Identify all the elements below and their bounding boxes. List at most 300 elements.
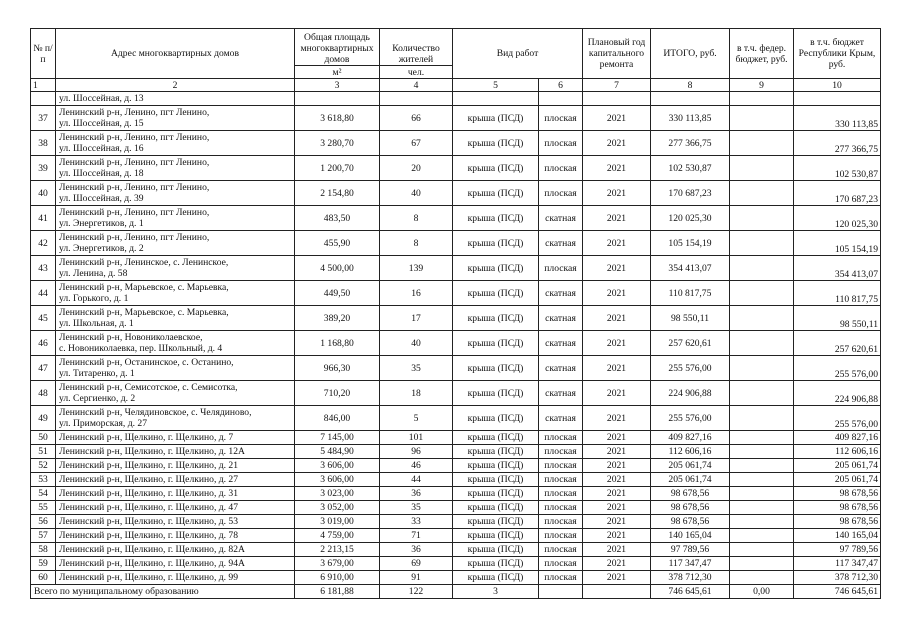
row-work-type: крыша (ПСД) (453, 515, 539, 529)
row-federal (730, 501, 794, 515)
row-number: 39 (31, 156, 56, 181)
table-row (31, 181, 881, 206)
row-total: 140 165,04 (651, 529, 730, 543)
row-residents: 36 (380, 487, 453, 501)
row-total: 330 113,85 (651, 106, 730, 131)
row-year: 2021 (583, 571, 651, 585)
row-crimea: 117 347,47 (794, 557, 881, 571)
row-address-line1: Ленинский р-н, Ленино, пгт Ленино, (59, 232, 210, 243)
row-roof-type: плоская (539, 431, 583, 445)
row-area: 3 280,70 (295, 131, 380, 156)
row-area: 483,50 (295, 206, 380, 231)
capital-repair-table (30, 28, 881, 599)
table-row (31, 256, 881, 281)
row-total: 98 550,11 (651, 306, 730, 331)
row-federal (730, 231, 794, 256)
row-residents: 40 (380, 181, 453, 206)
row-residents: 33 (380, 515, 453, 529)
row-total: 255 576,00 (651, 406, 730, 431)
row-roof-type: плоская (539, 543, 583, 557)
row-address-line2: ул. Приморская, д. 27 (59, 418, 147, 429)
row-work-type: крыша (ПСД) (453, 543, 539, 557)
row-area: 3 019,00 (295, 515, 380, 529)
row-federal (730, 473, 794, 487)
carry-over-address: ул. Шоссейная, д. 13 (56, 92, 295, 106)
table-row (31, 473, 881, 487)
row-area: 5 484,90 (295, 445, 380, 459)
row-address (56, 106, 295, 131)
row-crimea: 102 530,87 (794, 156, 881, 181)
row-number: 42 (31, 231, 56, 256)
row-year: 2021 (583, 381, 651, 406)
header-federal-budget: в т.ч. федер. бюджет, руб. (730, 29, 794, 79)
row-address (56, 331, 295, 356)
row-crimea: 205 061,74 (794, 459, 881, 473)
row-work-type: крыша (ПСД) (453, 445, 539, 459)
row-year: 2021 (583, 557, 651, 571)
row-crimea: 112 606,16 (794, 445, 881, 459)
row-address-line2: ул. Энергетиков, д. 2 (59, 243, 144, 254)
header-row (31, 29, 881, 66)
row-area: 966,30 (295, 356, 380, 381)
col-number-6: 6 (539, 79, 583, 92)
row-crimea: 98 678,56 (794, 501, 881, 515)
row-total: 98 678,56 (651, 487, 730, 501)
row-residents: 69 (380, 557, 453, 571)
row-residents: 17 (380, 306, 453, 331)
row-roof-type: плоская (539, 515, 583, 529)
row-crimea: 98 678,56 (794, 515, 881, 529)
row-address-line1: Ленинский р-н, Марьевское, с. Марьевка, (59, 307, 229, 318)
row-total: 112 606,16 (651, 445, 730, 459)
row-residents: 101 (380, 431, 453, 445)
table-row (31, 331, 881, 356)
row-federal (730, 445, 794, 459)
row-address-line2: ул. Ленина, д. 58 (59, 268, 128, 279)
row-year: 2021 (583, 445, 651, 459)
row-crimea: 98 550,11 (794, 306, 881, 331)
row-residents: 46 (380, 459, 453, 473)
row-crimea: 255 576,00 (794, 406, 881, 431)
row-total: 205 061,74 (651, 459, 730, 473)
row-work-type: крыша (ПСД) (453, 156, 539, 181)
row-year: 2021 (583, 487, 651, 501)
total-works-count: 3 (453, 585, 539, 599)
row-number: 38 (31, 131, 56, 156)
row-address-line1: Ленинский р-н, Ленино, пгт Ленино, (59, 182, 210, 193)
row-total: 98 678,56 (651, 501, 730, 515)
total-empty-year (583, 585, 651, 599)
row-residents: 66 (380, 106, 453, 131)
row-number: 46 (31, 331, 56, 356)
total-crimea: 746 645,61 (794, 585, 881, 599)
row-work-type: крыша (ПСД) (453, 106, 539, 131)
row-work-type: крыша (ПСД) (453, 459, 539, 473)
row-address (56, 406, 295, 431)
row-area: 3 023,00 (295, 487, 380, 501)
row-roof-type: плоская (539, 106, 583, 131)
row-total: 105 154,19 (651, 231, 730, 256)
row-roof-type: плоская (539, 445, 583, 459)
row-year: 2021 (583, 156, 651, 181)
row-work-type: крыша (ПСД) (453, 406, 539, 431)
row-year: 2021 (583, 181, 651, 206)
row-year: 2021 (583, 515, 651, 529)
total-row (31, 585, 881, 599)
row-roof-type: скатная (539, 356, 583, 381)
row-address-line2: ул. Титаренко, д. 1 (59, 368, 135, 379)
row-total: 102 530,87 (651, 156, 730, 181)
header-crimea-budget: в т.ч. бюджет Республики Крым, руб. (794, 29, 881, 79)
row-address: Ленинский р-н, Щелкино, г. Щелкино, д. 12А (56, 445, 295, 459)
table-row (31, 356, 881, 381)
table-row (31, 557, 881, 571)
row-total: 170 687,23 (651, 181, 730, 206)
row-crimea: 205 061,74 (794, 473, 881, 487)
row-address (56, 281, 295, 306)
row-federal (730, 281, 794, 306)
row-address-line1: Ленинский р-н, Ленино, пгт Ленино, (59, 132, 210, 143)
row-crimea: 378 712,30 (794, 571, 881, 585)
row-year: 2021 (583, 306, 651, 331)
row-address: Ленинский р-н, Щелкино, г. Щелкино, д. 47 (56, 501, 295, 515)
table-row (31, 131, 881, 156)
row-address: Ленинский р-н, Щелкино, г. Щелкино, д. 7 (56, 431, 295, 445)
row-crimea: 98 678,56 (794, 487, 881, 501)
col-number-10: 10 (794, 79, 881, 92)
row-total: 120 025,30 (651, 206, 730, 231)
row-crimea: 277 366,75 (794, 131, 881, 156)
row-total: 378 712,30 (651, 571, 730, 585)
row-federal (730, 431, 794, 445)
row-roof-type: плоская (539, 487, 583, 501)
row-roof-type: плоская (539, 571, 583, 585)
row-number: 52 (31, 459, 56, 473)
row-federal (730, 356, 794, 381)
row-federal (730, 381, 794, 406)
row-address-line2: ул. Шоссейная, д. 16 (59, 143, 144, 154)
row-crimea: 97 789,56 (794, 543, 881, 557)
row-roof-type: скатная (539, 381, 583, 406)
row-federal (730, 181, 794, 206)
row-work-type: крыша (ПСД) (453, 306, 539, 331)
row-total: 354 413,07 (651, 256, 730, 281)
row-crimea: 257 620,61 (794, 331, 881, 356)
row-federal (730, 515, 794, 529)
row-year: 2021 (583, 331, 651, 356)
row-year: 2021 (583, 256, 651, 281)
col-number-7: 7 (583, 79, 651, 92)
row-number: 58 (31, 543, 56, 557)
row-address (56, 381, 295, 406)
row-federal (730, 156, 794, 181)
row-work-type: крыша (ПСД) (453, 131, 539, 156)
row-federal (730, 557, 794, 571)
total-federal: 0,00 (730, 585, 794, 599)
row-address-line2: ул. Школьная, д. 1 (59, 318, 134, 329)
row-year: 2021 (583, 543, 651, 557)
row-year: 2021 (583, 473, 651, 487)
row-number: 49 (31, 406, 56, 431)
header-area-unit: м² (295, 66, 380, 79)
row-residents: 40 (380, 331, 453, 356)
table-row (31, 156, 881, 181)
row-address (56, 131, 295, 156)
header-work-type: Вид работ (453, 29, 583, 79)
row-area: 449,50 (295, 281, 380, 306)
row-total: 205 061,74 (651, 473, 730, 487)
row-work-type: крыша (ПСД) (453, 256, 539, 281)
row-number: 55 (31, 501, 56, 515)
row-year: 2021 (583, 281, 651, 306)
row-number: 57 (31, 529, 56, 543)
row-total: 409 827,16 (651, 431, 730, 445)
table-row (31, 487, 881, 501)
row-federal (730, 571, 794, 585)
row-address (56, 356, 295, 381)
row-roof-type: плоская (539, 181, 583, 206)
row-work-type: крыша (ПСД) (453, 356, 539, 381)
row-address: Ленинский р-н, Щелкино, г. Щелкино, д. 94А (56, 557, 295, 571)
row-year: 2021 (583, 206, 651, 231)
row-federal (730, 206, 794, 231)
row-residents: 44 (380, 473, 453, 487)
row-roof-type: плоская (539, 557, 583, 571)
row-address: Ленинский р-н, Щелкино, г. Щелкино, д. 21 (56, 459, 295, 473)
row-number: 59 (31, 557, 56, 571)
row-federal (730, 131, 794, 156)
row-work-type: крыша (ПСД) (453, 557, 539, 571)
row-work-type: крыша (ПСД) (453, 281, 539, 306)
row-residents: 96 (380, 445, 453, 459)
row-area: 710,20 (295, 381, 380, 406)
row-address (56, 206, 295, 231)
table-row (31, 515, 881, 529)
row-roof-type: скатная (539, 306, 583, 331)
row-year: 2021 (583, 501, 651, 515)
row-address-line2: ул. Шоссейная, д. 15 (59, 118, 144, 129)
row-address-line1: Ленинский р-н, Челядиновское, с. Челядиново, (59, 407, 252, 418)
row-work-type: крыша (ПСД) (453, 181, 539, 206)
row-address-line1: Ленинский р-н, Марьевское, с. Марьевка, (59, 282, 229, 293)
row-year: 2021 (583, 406, 651, 431)
row-address: Ленинский р-н, Щелкино, г. Щелкино, д. 99 (56, 571, 295, 585)
total-empty-type (539, 585, 583, 599)
row-address-line2: ул. Шоссейная, д. 18 (59, 168, 144, 179)
row-number: 53 (31, 473, 56, 487)
row-federal (730, 487, 794, 501)
row-roof-type: плоская (539, 256, 583, 281)
table-row (31, 431, 881, 445)
row-residents: 5 (380, 406, 453, 431)
row-area: 2 213,15 (295, 543, 380, 557)
row-address-line1: Ленинский р-н, Ленино, пгт Ленино, (59, 107, 210, 118)
row-residents: 91 (380, 571, 453, 585)
table-row (31, 459, 881, 473)
row-year: 2021 (583, 431, 651, 445)
row-crimea: 224 906,88 (794, 381, 881, 406)
row-year: 2021 (583, 529, 651, 543)
row-work-type: крыша (ПСД) (453, 487, 539, 501)
row-crimea: 255 576,00 (794, 356, 881, 381)
row-residents: 36 (380, 543, 453, 557)
col-number-4: 4 (380, 79, 453, 92)
row-area: 7 145,00 (295, 431, 380, 445)
row-crimea: 409 827,16 (794, 431, 881, 445)
row-federal (730, 306, 794, 331)
row-address (56, 256, 295, 281)
row-area: 389,20 (295, 306, 380, 331)
row-area: 3 606,00 (295, 473, 380, 487)
row-address (56, 156, 295, 181)
header-address: Адрес многоквартирных домов (56, 29, 295, 79)
row-address: Ленинский р-н, Щелкино, г. Щелкино, д. 53 (56, 515, 295, 529)
header-planned-year: Плановый год капитального ремонта (583, 29, 651, 79)
col-number-9: 9 (730, 79, 794, 92)
row-area: 455,90 (295, 231, 380, 256)
row-roof-type: плоская (539, 131, 583, 156)
row-area: 1 200,70 (295, 156, 380, 181)
row-crimea: 120 025,30 (794, 206, 881, 231)
row-residents: 67 (380, 131, 453, 156)
row-year: 2021 (583, 459, 651, 473)
row-year: 2021 (583, 231, 651, 256)
table-row (31, 106, 881, 131)
row-number: 43 (31, 256, 56, 281)
row-area: 4 759,00 (295, 529, 380, 543)
row-federal (730, 543, 794, 557)
table-row (31, 381, 881, 406)
row-total: 97 789,56 (651, 543, 730, 557)
row-area: 4 500,00 (295, 256, 380, 281)
row-address: Ленинский р-н, Щелкино, г. Щелкино, д. 78 (56, 529, 295, 543)
row-crimea: 354 413,07 (794, 256, 881, 281)
total-sum: 746 645,61 (651, 585, 730, 599)
table-row (31, 281, 881, 306)
table-row (31, 306, 881, 331)
row-number: 44 (31, 281, 56, 306)
row-area: 3 052,00 (295, 501, 380, 515)
row-number: 60 (31, 571, 56, 585)
row-address: Ленинский р-н, Щелкино, г. Щелкино, д. 82А (56, 543, 295, 557)
row-total: 277 366,75 (651, 131, 730, 156)
row-federal (730, 256, 794, 281)
row-number: 40 (31, 181, 56, 206)
row-crimea: 140 165,04 (794, 529, 881, 543)
row-number: 41 (31, 206, 56, 231)
row-roof-type: плоская (539, 529, 583, 543)
row-crimea: 105 154,19 (794, 231, 881, 256)
row-address (56, 181, 295, 206)
row-address-line1: Ленинский р-н, Останинское, с. Останино, (59, 357, 234, 368)
row-federal (730, 459, 794, 473)
row-roof-type: плоская (539, 501, 583, 515)
row-residents: 20 (380, 156, 453, 181)
row-area: 3 606,00 (295, 459, 380, 473)
row-number: 37 (31, 106, 56, 131)
row-roof-type: плоская (539, 473, 583, 487)
row-residents: 35 (380, 501, 453, 515)
total-area: 6 181,88 (295, 585, 380, 599)
row-area: 6 910,00 (295, 571, 380, 585)
row-total: 255 576,00 (651, 356, 730, 381)
row-total: 257 620,61 (651, 331, 730, 356)
row-work-type: крыша (ПСД) (453, 501, 539, 515)
header-residents: Количество жителей (380, 29, 453, 66)
row-work-type: крыша (ПСД) (453, 473, 539, 487)
row-roof-type: плоская (539, 459, 583, 473)
total-residents: 122 (380, 585, 453, 599)
row-address-line1: Ленинский р-н, Ленино, пгт Ленино, (59, 157, 210, 168)
row-area: 3 618,80 (295, 106, 380, 131)
row-total: 98 678,56 (651, 515, 730, 529)
table-row (31, 406, 881, 431)
row-residents: 8 (380, 206, 453, 231)
row-address-line2: ул. Сергиенко, д. 2 (59, 393, 136, 404)
row-roof-type: скатная (539, 206, 583, 231)
row-number: 56 (31, 515, 56, 529)
row-residents: 18 (380, 381, 453, 406)
row-roof-type: плоская (539, 156, 583, 181)
row-number: 45 (31, 306, 56, 331)
row-roof-type: скатная (539, 281, 583, 306)
header-number: № п/п (31, 29, 56, 79)
row-work-type: крыша (ПСД) (453, 529, 539, 543)
row-area: 2 154,80 (295, 181, 380, 206)
row-area: 846,00 (295, 406, 380, 431)
table-row (31, 445, 881, 459)
row-total: 110 817,75 (651, 281, 730, 306)
row-crimea: 330 113,85 (794, 106, 881, 131)
row-number: 48 (31, 381, 56, 406)
row-address (56, 306, 295, 331)
row-address: Ленинский р-н, Щелкино, г. Щелкино, д. 31 (56, 487, 295, 501)
row-roof-type: скатная (539, 231, 583, 256)
row-residents: 16 (380, 281, 453, 306)
row-work-type: крыша (ПСД) (453, 331, 539, 356)
row-number: 54 (31, 487, 56, 501)
row-crimea: 110 817,75 (794, 281, 881, 306)
row-work-type: крыша (ПСД) (453, 431, 539, 445)
row-residents: 8 (380, 231, 453, 256)
row-residents: 139 (380, 256, 453, 281)
row-roof-type: скатная (539, 406, 583, 431)
row-residents: 71 (380, 529, 453, 543)
row-number: 50 (31, 431, 56, 445)
table-row (31, 571, 881, 585)
row-address-line2: с. Новониколаевка, пер. Школьный, д. 4 (59, 343, 223, 354)
row-address (56, 231, 295, 256)
table-row (31, 206, 881, 231)
row-area: 1 168,80 (295, 331, 380, 356)
col-number-3: 3 (295, 79, 380, 92)
row-total: 117 347,47 (651, 557, 730, 571)
row-work-type: крыша (ПСД) (453, 206, 539, 231)
row-federal (730, 529, 794, 543)
row-address-line1: Ленинский р-н, Новониколаевское, (59, 332, 203, 343)
row-address-line2: ул. Шоссейная, д. 39 (59, 193, 144, 204)
col-number-1: 1 (31, 79, 56, 92)
table-row (31, 501, 881, 515)
row-address-line2: ул. Энергетиков, д. 1 (59, 218, 144, 229)
row-residents: 35 (380, 356, 453, 381)
col-number-5: 5 (453, 79, 539, 92)
row-roof-type: скатная (539, 331, 583, 356)
col-number-2: 2 (56, 79, 295, 92)
row-year: 2021 (583, 106, 651, 131)
row-address-line2: ул. Горького, д. 1 (59, 293, 129, 304)
row-federal (730, 406, 794, 431)
